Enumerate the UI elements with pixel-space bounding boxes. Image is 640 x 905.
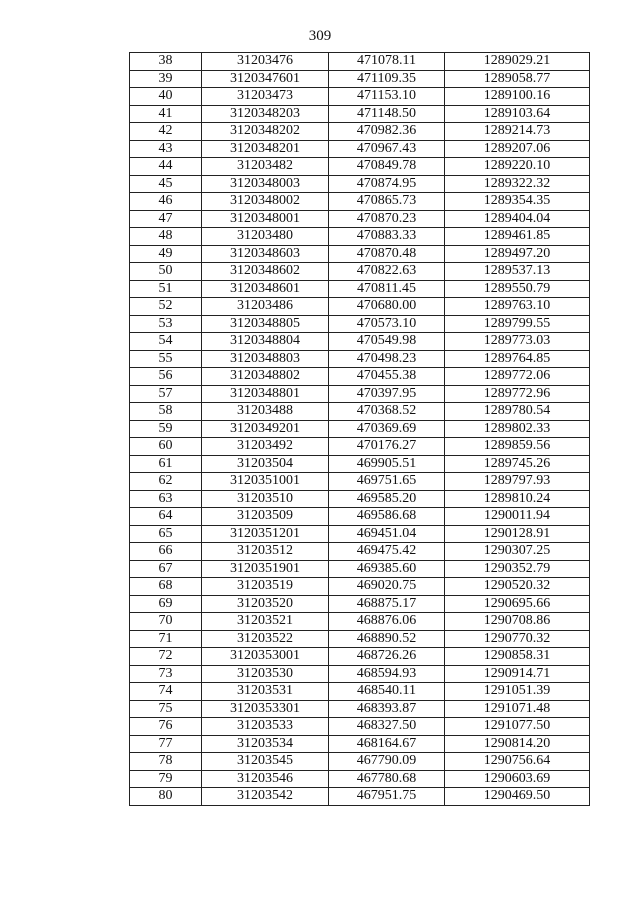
y-coordinate-cell: 1289103.64 [445,105,590,123]
y-coordinate-cell: 1290858.31 [445,648,590,666]
x-coordinate-cell: 470870.48 [329,245,445,263]
point-number-cell: 52 [130,298,202,316]
table-row [130,490,590,508]
y-coordinate-cell: 1290520.32 [445,578,590,596]
point-id-cell: 31203534 [202,735,329,753]
point-id-cell: 3120348002 [202,193,329,211]
point-id-cell: 3120348801 [202,385,329,403]
table-row [130,665,590,683]
point-number-cell: 64 [130,508,202,526]
table-row [130,210,590,228]
point-number-cell: 68 [130,578,202,596]
y-coordinate-cell: 1289214.73 [445,123,590,141]
point-id-cell: 3120353001 [202,648,329,666]
y-coordinate-cell: 1289772.96 [445,385,590,403]
point-number-cell: 60 [130,438,202,456]
y-coordinate-cell: 1289220.10 [445,158,590,176]
point-number-cell: 71 [130,630,202,648]
point-id-cell: 3120348805 [202,315,329,333]
x-coordinate-cell: 470549.98 [329,333,445,351]
table-row [130,245,590,263]
x-coordinate-cell: 467780.68 [329,770,445,788]
y-coordinate-cell: 1289354.35 [445,193,590,211]
x-coordinate-cell: 467951.75 [329,788,445,806]
point-id-cell: 31203492 [202,438,329,456]
point-id-cell: 31203512 [202,543,329,561]
point-id-cell: 31203522 [202,630,329,648]
table-row [130,595,590,613]
page-number: 309 [308,28,332,44]
x-coordinate-cell: 468327.50 [329,718,445,736]
x-coordinate-cell: 469451.04 [329,525,445,543]
point-number-cell: 39 [130,70,202,88]
table-row [130,683,590,701]
point-number-cell: 80 [130,788,202,806]
point-number-cell: 58 [130,403,202,421]
table-row [130,280,590,298]
y-coordinate-cell: 1290695.66 [445,595,590,613]
point-number-cell: 63 [130,490,202,508]
x-coordinate-cell: 470870.23 [329,210,445,228]
y-coordinate-cell: 1290914.71 [445,665,590,683]
point-number-cell: 66 [130,543,202,561]
y-coordinate-cell: 1289550.79 [445,280,590,298]
y-coordinate-cell: 1289207.06 [445,140,590,158]
table-row [130,298,590,316]
y-coordinate-cell: 1289772.06 [445,368,590,386]
y-coordinate-cell: 1290603.69 [445,770,590,788]
coordinates-table-body [130,53,590,806]
point-number-cell: 40 [130,88,202,106]
point-number-cell: 48 [130,228,202,246]
x-coordinate-cell: 470369.69 [329,420,445,438]
table-row [130,525,590,543]
point-number-cell: 56 [130,368,202,386]
point-id-cell: 3120348602 [202,263,329,281]
x-coordinate-cell: 470811.45 [329,280,445,298]
y-coordinate-cell: 1290469.50 [445,788,590,806]
point-id-cell: 31203509 [202,508,329,526]
x-coordinate-cell: 470176.27 [329,438,445,456]
point-number-cell: 41 [130,105,202,123]
point-number-cell: 62 [130,473,202,491]
point-number-cell: 78 [130,753,202,771]
point-number-cell: 76 [130,718,202,736]
table-row [130,508,590,526]
point-id-cell: 31203545 [202,753,329,771]
table-row [130,70,590,88]
table-row [130,613,590,631]
table-row [130,88,590,106]
y-coordinate-cell: 1289797.93 [445,473,590,491]
table-row [130,385,590,403]
x-coordinate-cell: 470982.36 [329,123,445,141]
point-id-cell: 3120353301 [202,700,329,718]
point-id-cell: 31203504 [202,455,329,473]
x-coordinate-cell: 467790.09 [329,753,445,771]
x-coordinate-cell: 470455.38 [329,368,445,386]
x-coordinate-cell: 470849.78 [329,158,445,176]
table-row [130,158,590,176]
x-coordinate-cell: 468164.67 [329,735,445,753]
point-id-cell: 3120348001 [202,210,329,228]
point-id-cell: 3120348201 [202,140,329,158]
point-id-cell: 3120351001 [202,473,329,491]
x-coordinate-cell: 468876.06 [329,613,445,631]
point-id-cell: 31203542 [202,788,329,806]
table-row [130,438,590,456]
table-row [130,368,590,386]
point-number-cell: 49 [130,245,202,263]
table-row [130,473,590,491]
x-coordinate-cell: 469586.68 [329,508,445,526]
y-coordinate-cell: 1290128.91 [445,525,590,543]
point-number-cell: 61 [130,455,202,473]
point-id-cell: 31203521 [202,613,329,631]
y-coordinate-cell: 1290352.79 [445,560,590,578]
point-id-cell: 3120348803 [202,350,329,368]
y-coordinate-cell: 1289773.03 [445,333,590,351]
x-coordinate-cell: 469385.60 [329,560,445,578]
x-coordinate-cell: 470967.43 [329,140,445,158]
y-coordinate-cell: 1290011.94 [445,508,590,526]
x-coordinate-cell: 469475.42 [329,543,445,561]
y-coordinate-cell: 1289322.32 [445,175,590,193]
x-coordinate-cell: 471078.11 [329,53,445,71]
point-id-cell: 3120348003 [202,175,329,193]
x-coordinate-cell: 468726.26 [329,648,445,666]
x-coordinate-cell: 468890.52 [329,630,445,648]
point-number-cell: 50 [130,263,202,281]
point-id-cell: 31203486 [202,298,329,316]
table-row [130,193,590,211]
point-number-cell: 53 [130,315,202,333]
y-coordinate-cell: 1290756.64 [445,753,590,771]
coordinates-table [129,52,590,806]
x-coordinate-cell: 470822.63 [329,263,445,281]
x-coordinate-cell: 470865.73 [329,193,445,211]
y-coordinate-cell: 1289763.10 [445,298,590,316]
table-row [130,420,590,438]
table-row [130,228,590,246]
point-id-cell: 3120347601 [202,70,329,88]
table-row [130,350,590,368]
point-number-cell: 45 [130,175,202,193]
table-row [130,333,590,351]
point-number-cell: 72 [130,648,202,666]
point-number-cell: 73 [130,665,202,683]
x-coordinate-cell: 470397.95 [329,385,445,403]
point-number-cell: 70 [130,613,202,631]
table-row [130,140,590,158]
table-row [130,718,590,736]
point-id-cell: 31203482 [202,158,329,176]
x-coordinate-cell: 471148.50 [329,105,445,123]
table-row [130,263,590,281]
y-coordinate-cell: 1289058.77 [445,70,590,88]
point-number-cell: 74 [130,683,202,701]
point-number-cell: 42 [130,123,202,141]
table-row [130,735,590,753]
point-id-cell: 3120348202 [202,123,329,141]
point-id-cell: 31203520 [202,595,329,613]
point-id-cell: 31203519 [202,578,329,596]
point-id-cell: 3120351901 [202,560,329,578]
point-number-cell: 79 [130,770,202,788]
y-coordinate-cell: 1289404.04 [445,210,590,228]
point-number-cell: 77 [130,735,202,753]
table-row [130,770,590,788]
point-id-cell: 31203488 [202,403,329,421]
point-id-cell: 31203530 [202,665,329,683]
x-coordinate-cell: 468594.93 [329,665,445,683]
y-coordinate-cell: 1289810.24 [445,490,590,508]
point-number-cell: 43 [130,140,202,158]
y-coordinate-cell: 1289461.85 [445,228,590,246]
table-row [130,630,590,648]
point-id-cell: 31203476 [202,53,329,71]
y-coordinate-cell: 1290708.86 [445,613,590,631]
point-id-cell: 31203473 [202,88,329,106]
x-coordinate-cell: 469905.51 [329,455,445,473]
point-number-cell: 59 [130,420,202,438]
point-id-cell: 31203533 [202,718,329,736]
x-coordinate-cell: 470368.52 [329,403,445,421]
point-id-cell: 3120348802 [202,368,329,386]
point-number-cell: 67 [130,560,202,578]
x-coordinate-cell: 469020.75 [329,578,445,596]
x-coordinate-cell: 470874.95 [329,175,445,193]
table-row [130,543,590,561]
table-row [130,455,590,473]
table-row [130,105,590,123]
point-id-cell: 31203546 [202,770,329,788]
table-row [130,700,590,718]
point-number-cell: 75 [130,700,202,718]
x-coordinate-cell: 471153.10 [329,88,445,106]
point-number-cell: 55 [130,350,202,368]
x-coordinate-cell: 468875.17 [329,595,445,613]
point-id-cell: 3120349201 [202,420,329,438]
point-number-cell: 54 [130,333,202,351]
point-id-cell: 31203531 [202,683,329,701]
x-coordinate-cell: 468540.11 [329,683,445,701]
table-row [130,578,590,596]
y-coordinate-cell: 1289100.16 [445,88,590,106]
point-id-cell: 3120348203 [202,105,329,123]
point-id-cell: 3120348603 [202,245,329,263]
point-number-cell: 65 [130,525,202,543]
x-coordinate-cell: 471109.35 [329,70,445,88]
table-row [130,753,590,771]
y-coordinate-cell: 1290307.25 [445,543,590,561]
y-coordinate-cell: 1291051.39 [445,683,590,701]
x-coordinate-cell: 470680.00 [329,298,445,316]
x-coordinate-cell: 468393.87 [329,700,445,718]
y-coordinate-cell: 1291077.50 [445,718,590,736]
point-number-cell: 47 [130,210,202,228]
table-row [130,560,590,578]
table-row [130,53,590,71]
point-id-cell: 3120351201 [202,525,329,543]
y-coordinate-cell: 1289780.54 [445,403,590,421]
y-coordinate-cell: 1289537.13 [445,263,590,281]
table-row [130,403,590,421]
point-number-cell: 44 [130,158,202,176]
point-id-cell: 31203510 [202,490,329,508]
table-row [130,175,590,193]
point-number-cell: 51 [130,280,202,298]
point-number-cell: 69 [130,595,202,613]
y-coordinate-cell: 1289764.85 [445,350,590,368]
point-id-cell: 3120348601 [202,280,329,298]
table-row [130,648,590,666]
point-number-cell: 57 [130,385,202,403]
point-id-cell: 31203480 [202,228,329,246]
y-coordinate-cell: 1289497.20 [445,245,590,263]
point-number-cell: 38 [130,53,202,71]
table-row [130,123,590,141]
x-coordinate-cell: 470883.33 [329,228,445,246]
y-coordinate-cell: 1289859.56 [445,438,590,456]
table-row [130,315,590,333]
x-coordinate-cell: 469751.65 [329,473,445,491]
x-coordinate-cell: 470573.10 [329,315,445,333]
y-coordinate-cell: 1290814.20 [445,735,590,753]
y-coordinate-cell: 1289802.33 [445,420,590,438]
table-row [130,788,590,806]
y-coordinate-cell: 1289029.21 [445,53,590,71]
x-coordinate-cell: 470498.23 [329,350,445,368]
point-id-cell: 3120348804 [202,333,329,351]
y-coordinate-cell: 1289799.55 [445,315,590,333]
y-coordinate-cell: 1289745.26 [445,455,590,473]
y-coordinate-cell: 1290770.32 [445,630,590,648]
x-coordinate-cell: 469585.20 [329,490,445,508]
point-number-cell: 46 [130,193,202,211]
y-coordinate-cell: 1291071.48 [445,700,590,718]
